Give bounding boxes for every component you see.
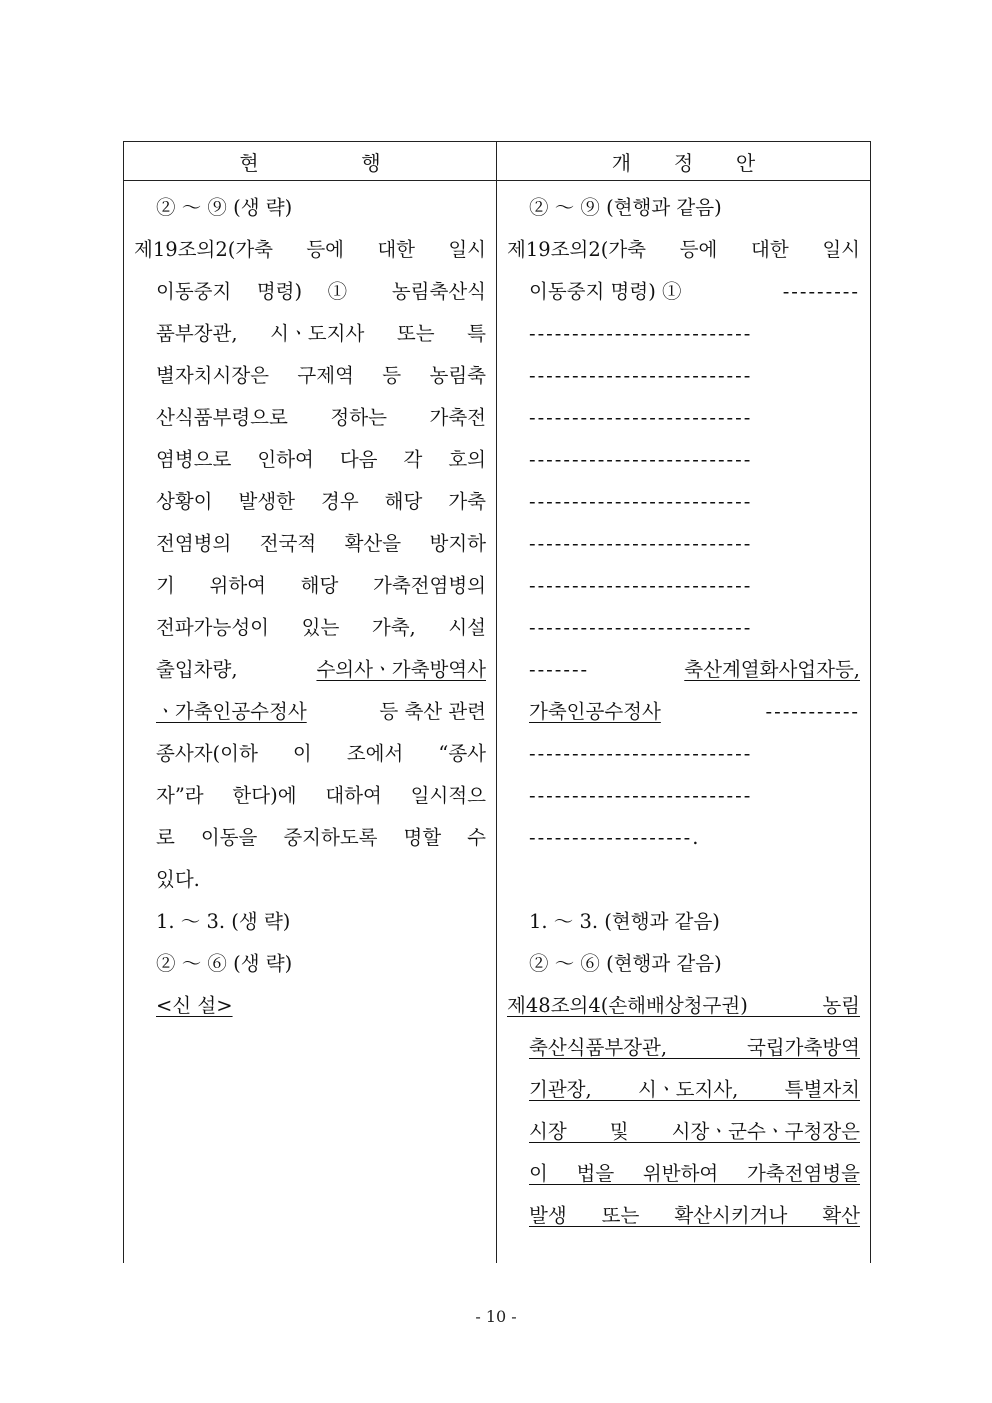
- revised-dashes: -------: [529, 658, 590, 681]
- revised-underlined-text: 제48조의4(손해배상청구권) 농림: [507, 994, 860, 1017]
- current-line: 제19조의2(가축 등에 대한 일시: [134, 238, 486, 261]
- current-underlined-text: ㆍ가축인공수정사: [156, 700, 307, 723]
- revised-line: [507, 271, 860, 313]
- revised-column: [497, 181, 871, 1264]
- revised-dashes-line: --------------------------: [529, 364, 753, 387]
- current-line: 전파가능성이 있는 가축, 시설: [156, 616, 486, 639]
- revised-line: ② ～ ⑥ (현행과 같음): [529, 952, 722, 975]
- revised-line: [507, 1195, 860, 1237]
- revised-line: ② ～ ⑨ (현행과 같음): [529, 196, 722, 219]
- revised-line: 제19조의2(가축 등에 대한 일시: [507, 238, 860, 261]
- current-line: 산식품부령으로 정하는 가축전: [156, 406, 486, 429]
- current-line: ② ～ ⑨ (생 략): [156, 196, 293, 219]
- header-current-char-1: 현: [239, 150, 259, 175]
- current-text: 출입차량,: [156, 658, 238, 681]
- new-provision-marker: <신 설>: [156, 994, 233, 1017]
- current-line: [134, 691, 486, 733]
- current-line: 기 위하여 해당 가축전염병의: [156, 574, 486, 597]
- revised-underlined-text: 축산식품부장관, 국립가축방역: [529, 1036, 860, 1059]
- header-current-char-2: 행: [361, 150, 381, 175]
- current-line: 별자치시장은 구제역 등 농림축: [156, 364, 486, 387]
- revised-dashes-line: --------------------------: [529, 574, 753, 597]
- revised-underlined-text: 가축인공수정사: [529, 700, 661, 723]
- revised-dashes-line: --------------------------: [529, 490, 753, 513]
- revised-dashes-line: --------------------------: [529, 784, 753, 807]
- revised-underlined-text: 발생 또는 확산시키거나 확산: [529, 1204, 860, 1227]
- header-revised-char-1: 개: [611, 150, 632, 175]
- page-number: - 10 -: [475, 1307, 517, 1326]
- current-line: 염병으로 인하여 다음 각 호의: [156, 448, 486, 471]
- revised-line: [507, 1027, 860, 1069]
- current-line: [134, 649, 486, 691]
- revised-dashes-line: --------------------------: [529, 322, 753, 345]
- revised-line: [507, 985, 860, 1027]
- revised-dashes-line: --------------------------: [529, 406, 753, 429]
- revised-line: [507, 649, 860, 691]
- current-line: 1. ～ 3. (생 략): [156, 910, 291, 933]
- revised-dashes: -----------: [765, 700, 860, 723]
- header-revised-char-2: 정: [673, 150, 694, 175]
- revised-dashes-line: --------------------------: [529, 742, 753, 765]
- revised-underlined-text: 이 법을 위반하여 가축전염병을: [529, 1162, 860, 1185]
- comparison-table: [123, 141, 871, 1263]
- current-line: 전염병의 전국적 확산을 방지하: [156, 532, 486, 555]
- revised-dashes-line: --------------------------: [529, 616, 753, 639]
- revised-dashes: ---------: [782, 280, 860, 303]
- header-current: [124, 142, 497, 181]
- current-line: 이동중지 명령) ① 농림축산식: [156, 280, 486, 303]
- revised-line: [507, 1111, 860, 1153]
- table-body-row: [124, 181, 871, 1264]
- current-text: 등 축산 관련: [379, 700, 486, 723]
- revised-line: [507, 1069, 860, 1111]
- revised-line: [507, 691, 860, 733]
- current-line: ② ～ ⑥ (생 략): [156, 952, 293, 975]
- current-column: [124, 181, 497, 1264]
- current-line: 종사자(이하 이 조에서 “종사: [156, 742, 486, 765]
- revised-underlined-text: 기관장, 시ㆍ도지사, 특별자치: [529, 1078, 860, 1101]
- revised-dashes-line: --------------------------: [529, 532, 753, 555]
- header-revised: [497, 142, 871, 181]
- current-line: 자”라 한다)에 대하여 일시적으: [156, 784, 486, 807]
- current-line: 상황이 발생한 경우 해당 가축: [156, 490, 486, 513]
- revised-dashes-line: --------------------------: [529, 448, 753, 471]
- table-header-row: [124, 142, 871, 181]
- current-line: 품부장관, 시ㆍ도지사 또는 특: [156, 322, 486, 345]
- revised-line: 1. ～ 3. (현행과 같음): [529, 910, 720, 933]
- current-underlined-text: 수의사ㆍ가축방역사: [316, 658, 486, 681]
- current-line: 로 이동을 중지하도록 명할 수: [156, 826, 486, 849]
- revised-underlined-text: 축산계열화사업자등,: [684, 658, 860, 681]
- revised-underlined-text: 시장 및 시장ㆍ군수ㆍ구청장은: [529, 1120, 860, 1143]
- revised-line: [507, 1153, 860, 1195]
- revised-blank-line: [507, 859, 860, 901]
- current-line: 있다.: [156, 868, 200, 891]
- revised-dashes-line: -------------------.: [529, 826, 701, 849]
- revised-text: 이동중지 명령) ①: [529, 280, 682, 303]
- current-line: [134, 985, 486, 1027]
- header-revised-char-3: 안: [735, 150, 756, 175]
